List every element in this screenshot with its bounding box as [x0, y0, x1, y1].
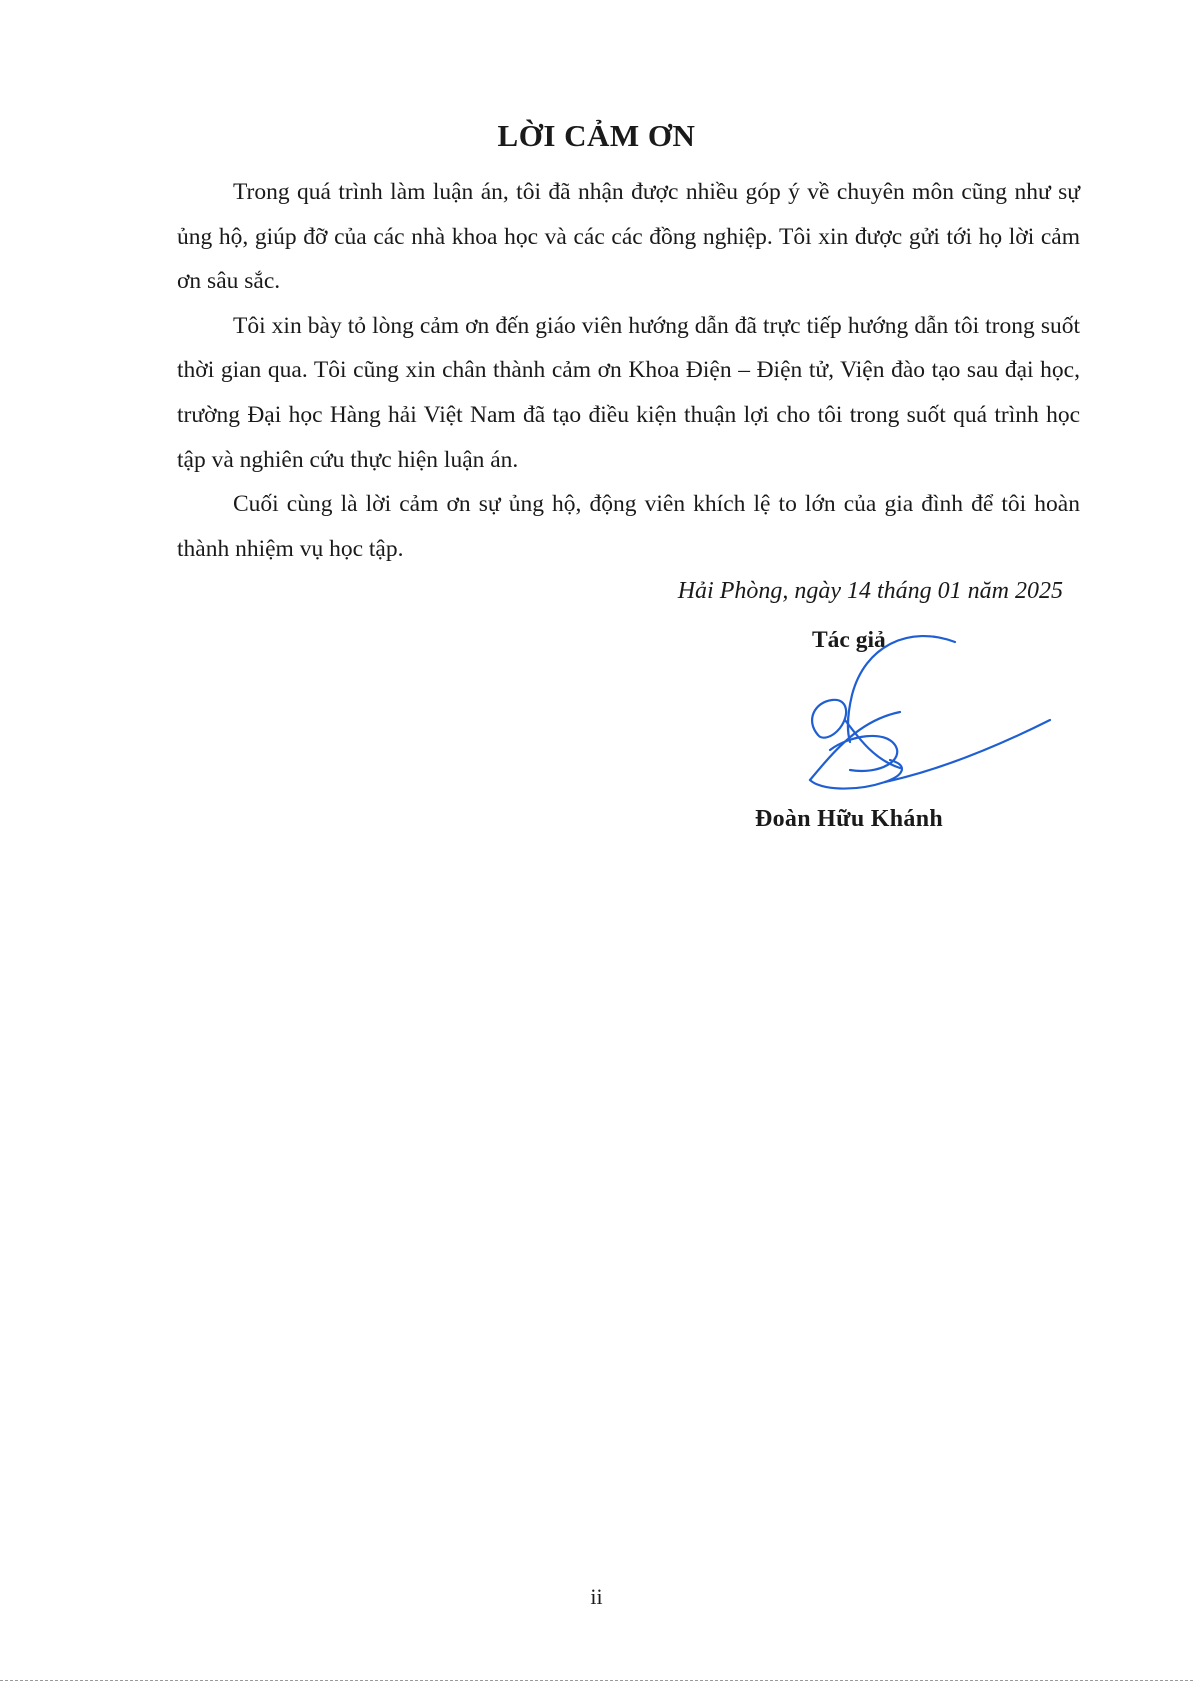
bottom-rule: [0, 1680, 1193, 1681]
author-name: Đoàn Hữu Khánh: [755, 806, 944, 832]
acknowledgement-body: [177, 170, 1080, 571]
paragraph-3: Cuối cùng là lời cảm ơn sự ủng hộ, động viên khích lệ to lớn của gia đình để tôi hoàn thành nhiệm vụ học tập.: [177, 491, 1080, 562]
page-number: ii: [590, 1584, 603, 1609]
paragraph-2: Tôi xin bày tỏ lòng cảm ơn đến giáo viên hướng dẫn đã trực tiếp hướng dẫn tôi trong suốt thời gian qua. Tôi cũng xin chân thành cảm ơn Khoa Điện – Điện tử, Viện đào tạo sau đại học, trường Đại học Hàng hải Việt Nam đã tạo điều kiện thuận lợi cho tôi trong suốt quá trình học tập và nghiên cứu thực hiện luận án.: [177, 312, 1080, 473]
page-title: LỜI CẢM ƠN: [497, 118, 696, 153]
author-label: Tác giả: [812, 627, 886, 653]
signature-icon: [790, 620, 1070, 795]
paragraph-1: Trong quá trình làm luận án, tôi đã nhận được nhiều góp ý về chuyên môn cũng như sự ủng hộ, giúp đỡ của các nhà khoa học và các các đồng nghiệp. Tôi xin được gửi tới họ lời cảm ơn sâu sắc.: [177, 179, 1080, 295]
date-place-line: Hải Phòng, ngày 14 tháng 01 năm 2025: [677, 578, 1063, 604]
